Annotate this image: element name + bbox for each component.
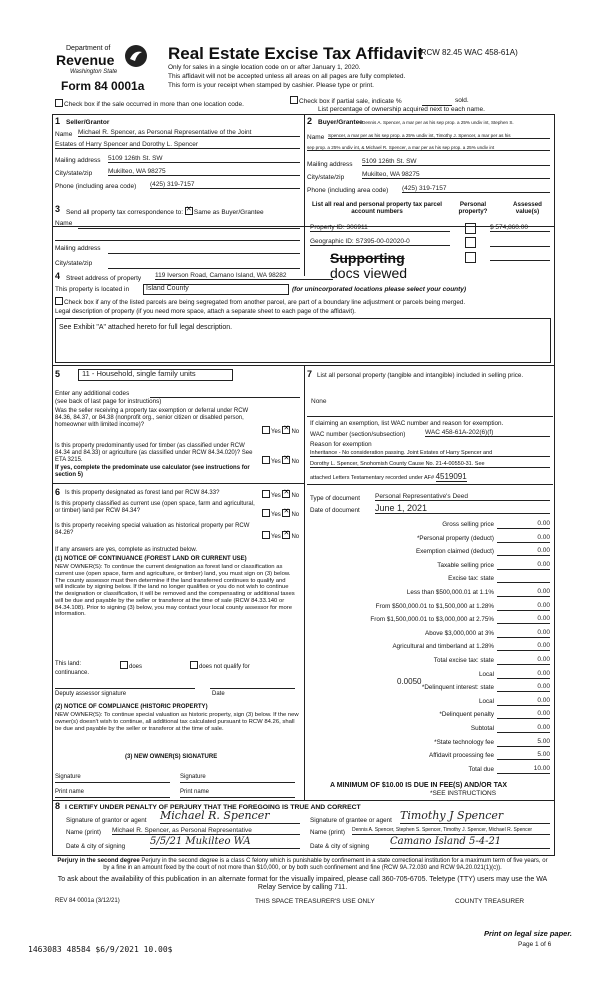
buyer-heading: Buyer/Grantee <box>318 119 363 126</box>
deputy-signature-label: Deputy assessor signature <box>55 691 127 697</box>
calc-row-label: Above $3,000,000 at 3% <box>425 629 494 637</box>
buyer-phone[interactable]: (425) 319-7157 <box>402 185 550 193</box>
calc-row-value[interactable]: 0.00 <box>497 588 550 597</box>
calc-row-value[interactable] <box>497 574 550 583</box>
note3: This form is your receipt when stamped by cashier. Please type or print. <box>168 82 374 89</box>
calc-row-value[interactable]: 5.00 <box>497 751 550 760</box>
grantee-name-label: Name (print) <box>310 829 345 836</box>
unincorporated-note: (for unincorporated locations please select your county) <box>292 286 467 293</box>
section-5-q2: Is this property predominantly used for timber (as classified under RCW 84.34 and 84.33) or agriculture (as classified under RCW 84.34.020)? See ETA 3215. <box>55 443 253 463</box>
same-as-buyer-checkbox[interactable] <box>185 207 193 215</box>
calc-row-label: *Delinquent interest: state <box>421 684 494 692</box>
calc-row-label: Agricultural and timberland at 1.28% <box>392 643 494 651</box>
section-5-q2-answer[interactable]: Yes ✕ No <box>262 456 299 466</box>
section-7-label: List all personal property (tangible and intangible) included in selling price. <box>317 372 524 379</box>
buyer-name-line2[interactable]: sep prop. a 25% undiv int, & Michael R. Spencer, a mar per as his sep prop. a 25% undiv int <box>307 145 550 151</box>
calc-row-label: Total due <box>468 765 494 773</box>
calc-row-label: Gross selling price <box>442 521 494 528</box>
agency-name: Revenue <box>56 52 115 68</box>
grantor-date-label: Date & city of signing <box>66 843 126 850</box>
exemption-label: If claiming an exemption, list WAC number and reason for exemption. <box>310 420 504 427</box>
personal-property-value[interactable]: None <box>311 398 327 405</box>
owner-print-name-1: Print name <box>55 789 85 795</box>
revenue-swirl-icon <box>124 44 148 68</box>
grantee-signature[interactable]: Timothy J Spencer <box>400 810 550 824</box>
see-back: (see back of last page for instructions) <box>55 398 162 405</box>
calc-row-value[interactable]: 0.00 <box>497 534 550 543</box>
segregated-checkbox[interactable]: Check box if any of the listed parcels are being segregated from another parcel, are part of a boundary line adjustment or parcels being merged. <box>55 297 465 306</box>
doc-date[interactable]: June 1, 2021 <box>375 503 550 514</box>
assessed-header: Assessed value(s) <box>513 201 542 216</box>
calc-row-label: From $1,500,000.01 to $3,000,000 at 2.75% <box>370 616 494 624</box>
docs-viewed-stamp: docs viewed <box>330 265 408 281</box>
calc-row-value[interactable]: 0.00 <box>497 520 550 529</box>
grantee-name[interactable]: Dennis A. Spencer, Stephen S. Spencer, Timothy J. Spencer, Michael R. Spencer <box>352 828 550 835</box>
grantor-name-label: Name (print) <box>66 829 101 836</box>
seller-name-line2[interactable]: Estates of Harry Spencer and Dorothy L. Spencer <box>55 141 300 149</box>
page-title: Real Estate Excise Tax Affidavit <box>168 44 424 63</box>
section-6-q1: Is this property designated as forest land per RCW 84.33? <box>65 490 220 496</box>
does-not-checkbox[interactable]: does not qualify for <box>190 661 250 671</box>
parcel-2[interactable]: Geographic ID: S7395-00-02020-0 <box>310 238 450 246</box>
local-rate[interactable]: 0.0050 <box>397 677 422 686</box>
calc-row-value[interactable]: 0.00 <box>497 710 550 719</box>
section-4-number: 4 <box>55 271 61 281</box>
form-number: Form 84 0001a <box>61 79 145 93</box>
partial-sale-checkbox[interactable]: Check box if partial sale, indicate % <box>290 96 402 105</box>
section-6-q1-answer[interactable]: Yes ✕ No <box>262 490 299 500</box>
this-land-label: This land: <box>55 661 82 667</box>
legal-description: See Exhibit "A" attached hereto for full legal description. <box>59 324 233 331</box>
section-5-number: 5 <box>55 369 61 379</box>
calc-row-label: Exemption claimed (deduct) <box>415 548 494 556</box>
calc-row-value[interactable]: 0.00 <box>497 697 550 706</box>
calc-row-value[interactable]: 0.00 <box>497 656 550 665</box>
calc-row-value[interactable]: 0.00 <box>497 629 550 638</box>
notice2-title: (2) NOTICE OF COMPLIANCE (HISTORIC PROPERTY) <box>55 704 208 710</box>
section-5-q1: Was the seller receiving a property tax exemption or deferral under RCW 84.36, 84.37, or 84.38 (nonprofit org., senior citizen or disabled person, homeowner with limited income)? <box>55 408 249 428</box>
seller-name-line1[interactable]: Michael R. Spencer, as Personal Representative of the Joint <box>78 129 300 137</box>
legal-description-box[interactable] <box>55 318 551 363</box>
grantor-signature[interactable]: Michael R. Spencer <box>160 810 300 824</box>
section-2-number: 2 <box>307 116 313 126</box>
grantor-sig-label: Signature of grantor or agent <box>66 817 147 824</box>
additional-codes-label: Enter any additional codes <box>55 390 130 397</box>
calc-row-value[interactable]: 0.00 <box>497 724 550 733</box>
page-number: Page 1 of 6 <box>518 941 552 948</box>
agency-state: Washington State <box>70 69 118 75</box>
see-instructions: *SEE INSTRUCTIONS <box>430 790 497 797</box>
continuance: continuance. <box>55 670 90 676</box>
notice1-body: NEW OWNER(S): To continue the current designation as forest land or classification as current use (open space, farm and agriculture, or timber) land, you must sign on (3) below. The county assessor must then determine if the land transferred continues to qualify and will indicate by signing below. If the land no longer qualifies or you do not wish to continue the designation or classification, it will be removed and the compensating or additional taxes will be due and payable by the seller or transferor at the time of sale (RCW 84.33.140 or 84.34.108). Prior to signing (3) below, you may contact your local county assessor for more information. <box>55 564 295 618</box>
grantor-date[interactable]: 5/5/21 Mukilteo WA <box>150 836 300 849</box>
owner-signature-label-1: Signature <box>55 774 81 780</box>
reason-line2[interactable]: Dorothy L. Spencer, Snohomish County Cause No. 21-4-00550-31. See <box>310 461 550 468</box>
parcel-3-personal-checkbox[interactable] <box>465 252 476 263</box>
multi-location-checkbox[interactable]: Check box if the sale occurred in more than one location code. <box>55 99 244 108</box>
calc-row-label: Local <box>478 697 494 705</box>
ownership-note: List percentage of ownership acquired next to each name. <box>318 106 485 113</box>
does-checkbox[interactable]: does <box>120 661 142 671</box>
seller-phone-label: Phone (including area code) <box>55 183 137 190</box>
calc-row-value[interactable]: 0.00 <box>497 615 550 624</box>
calc-row-label: Affidavit processing fee <box>429 752 494 760</box>
section-8-number: 8 <box>55 801 61 811</box>
seller-city-label: City/state/zip <box>55 170 93 177</box>
street-address[interactable]: 119 Iverson Road, Camano Island, WA 98282 <box>155 272 333 280</box>
section-6-q2-answer[interactable]: Yes ✕ No <box>262 509 299 519</box>
land-use-code-select[interactable]: 11 - Household, single family units <box>78 369 233 381</box>
legal-size-note: Print on legal size paper. <box>484 929 572 938</box>
notice2-body: NEW OWNER(S): To continue special valuation as historic property, sign (3) below. If the new owner(s) doesn't wish to continue, all additional tax calculated pursuant to RCW 84.26, shall be due and payable by the seller or transferor at the time of sale. <box>55 712 299 732</box>
notice1-title: (1) NOTICE OF CONTINUANCE (FOREST LAND OR CURRENT USE) <box>55 556 247 562</box>
doc-date-label: Date of document <box>310 507 360 514</box>
calc-row-label: Local <box>478 670 494 678</box>
personal-header: Personal property? <box>458 201 488 216</box>
minimum-notice: A MINIMUM OF $10.00 IS DUE IN FEE(S) AND/OR TAX <box>330 782 508 789</box>
section-1-number: 1 <box>55 116 61 126</box>
parcel-2-personal-checkbox[interactable] <box>465 237 476 248</box>
calc-row-value[interactable]: 0.00 <box>497 642 550 651</box>
calc-row-value[interactable]: 0.00 <box>497 561 550 570</box>
corr-name-label: Name <box>55 220 73 227</box>
wac-label: WAC number (section/subsection) <box>310 431 406 438</box>
located-in-label: This property is located in <box>55 286 130 293</box>
street-address-label: Street address of property <box>66 275 142 282</box>
grantor-name[interactable]: Michael R. Spencer, as Personal Representative <box>112 827 300 835</box>
agency-line1: Department of <box>66 45 111 52</box>
buyer-address-label: Mailing address <box>307 161 353 168</box>
doc-type-label: Type of document <box>310 495 361 502</box>
supporting-stamp: Supporting <box>330 250 405 266</box>
notice3-title: (3) NEW OWNER(S) SIGNATURE <box>125 754 218 760</box>
section-3-label: Send all property tax correspondence to: ✕ Same as Buyer/Grantee <box>66 207 264 216</box>
section-6-number: 6 <box>55 487 61 497</box>
legal-label: Legal description of property (if you need more space, attach a separate sheet to each page of the affidavit). <box>55 308 356 315</box>
calc-row-value[interactable]: 10.00 <box>497 765 550 774</box>
perjury-note: Perjury in the second degree Perjury in the second degree is a class C felony which is punishable by confinement in a state correctional institution for a maximum term of five years, or by a fine in an amount fixed by the court of not more than $10,000, or by both such confinement and fine (RCW 9A.72.030 and RCW 9A.20.021(1)(c)). <box>57 858 548 871</box>
owner-signature-label-2: Signature <box>180 774 206 780</box>
section-5-q1-answer[interactable]: Yes ✕ No <box>262 426 299 436</box>
calc-row-label: Less than $500,000.01 at 1.1% <box>406 589 494 596</box>
partial-sold: sold. <box>455 97 469 104</box>
wac-number[interactable]: WAC 458-61A-202(6)(f) <box>425 429 550 437</box>
af-number: 4519091 <box>435 472 467 481</box>
grantee-date-label: Date & city of signing <box>310 843 370 850</box>
section-6-q2: Is this property classified as current use (open space, farm and agricultural, or timber) land per RCW 84.34? <box>55 501 255 514</box>
seller-city[interactable]: Mukilteo, WA 98275 <box>108 168 300 176</box>
buyer-phone-label: Phone (including area code) <box>307 187 389 194</box>
section-7-number: 7 <box>307 369 313 379</box>
parcel-1-value[interactable]: $ 574,860.00 <box>490 224 550 232</box>
calc-row-value[interactable]: 0.00 <box>497 670 550 679</box>
seller-address-label: Mailing address <box>55 157 101 164</box>
note2: This affidavit will not be accepted unless all areas on all pages are fully completed. <box>168 73 406 80</box>
buyer-name-label: Name <box>307 134 325 141</box>
if-yes-note: If any answers are yes, complete as instructed below. <box>55 547 198 553</box>
calc-row-label: Total excise tax: state <box>433 657 494 664</box>
reason-label: Reason for exemption <box>310 441 372 448</box>
parcel-header: List all real and personal property tax parcel account numbers <box>312 201 442 216</box>
calc-row-label: Excise tax: state <box>448 575 494 583</box>
seller-name-label: Name <box>55 131 73 138</box>
seller-heading: Seller/Grantor <box>66 119 110 126</box>
rev-number: REV 84 0001a (3/12/21) <box>55 898 120 904</box>
calc-row-label: *Delinquent penalty <box>439 711 494 719</box>
calc-row-label: *State technology fee <box>434 738 494 746</box>
calc-row-value[interactable]: 5.00 <box>497 738 550 747</box>
certify: I CERTIFY UNDER PENALTY OF PERJURY THAT THE FOREGOING IS TRUE AND CORRECT <box>65 804 361 811</box>
buyer-city-label: City/state/zip <box>307 174 345 181</box>
county-select[interactable]: Island County <box>143 284 289 295</box>
corr-address-label: Mailing address <box>55 245 101 252</box>
buyer-name-line1[interactable]: Spencer, a mar per as his sep prop. a 25% undiv int, Timothy J. Spencer, a mar per as his <box>328 133 550 139</box>
calc-row-value[interactable]: 0.00 <box>497 602 550 611</box>
calc-row-label: Subtotal <box>470 725 494 732</box>
calc-row-label: From $500,000.01 to $1,500,000 at 1.28% <box>375 602 494 610</box>
buyer-city[interactable]: Mukilteo, WA 98275 <box>362 171 550 179</box>
buyer-address[interactable]: 5109 126th St. SW <box>362 158 550 166</box>
section-6-q3: Is this property receiving special valuation as historical property per RCW 84.26? <box>55 523 250 536</box>
corr-city-label: City/state/zip <box>55 260 93 267</box>
grantee-sig-label: Signature of grantee or agent <box>310 817 392 824</box>
accessibility-note: To ask about the availability of this publication in an alternate format for the visually impaired, please call 360-705-6705. Teletype (TTY) users may use the WA Relay Service by calling 711. <box>57 876 548 892</box>
deputy-date-label: Date <box>212 691 225 697</box>
calc-row-label: Taxable selling price <box>437 561 494 569</box>
note1: Only for sales in a single location code on or after January 1, 2020. <box>168 64 361 71</box>
statute: (RCW 82.45 WAC 458-61A) <box>418 48 518 57</box>
calc-row-value[interactable]: 0.00 <box>497 683 550 692</box>
parcel-1[interactable]: Property ID: 306911 <box>310 224 450 232</box>
reason-line1[interactable]: Inheritance - No consideration passing. Joint Estates of Harry Spencer and <box>310 450 550 457</box>
doc-type[interactable]: Personal Representative's Deed <box>375 493 550 501</box>
section-5-q2b: If yes, complete the predominate use calculator (see instructions for section 5) <box>55 465 250 478</box>
buyer-name-line0[interactable]: Dennis A. Spencer, a mar per as his sep prop. a 25% undiv int, Stephen S. <box>362 120 514 125</box>
owner-print-name-2: Print name <box>180 789 210 795</box>
seller-phone[interactable]: (425) 319-7157 <box>150 181 300 189</box>
parcel-1-personal-checkbox[interactable] <box>465 223 476 234</box>
reason-line3[interactable]: attached Letters Testamentary recorded under AF# 4519091 <box>310 472 467 481</box>
treasurer-use: THIS SPACE TREASURER'S USE ONLY <box>255 898 375 905</box>
calc-row-label: *Personal property (deduct) <box>416 534 494 542</box>
grantee-date[interactable]: Camano Island 5-4-21 <box>390 836 550 849</box>
section-3-number: 3 <box>55 204 61 214</box>
recording-stamp: 1463083 48584 $6/9/2021 10.00$ <box>28 945 173 954</box>
calc-row-value[interactable]: 0.00 <box>497 547 550 556</box>
seller-address[interactable]: 5109 126th St. SW <box>108 155 300 163</box>
section-6-q3-answer[interactable]: Yes ✕ No <box>262 531 299 541</box>
county-treasurer: COUNTY TREASURER <box>455 898 525 905</box>
